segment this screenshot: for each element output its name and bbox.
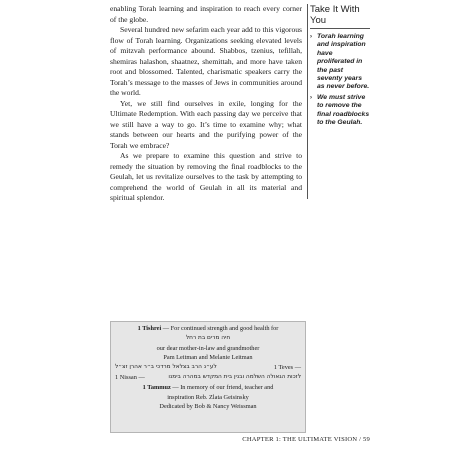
paragraph-1: enabling Torah learning and inspiration to reach every corner of the globe. (110, 4, 302, 24)
dedication-line: inspiration Reb. Zlata Geisinsky (167, 393, 249, 401)
dedication-date: 1 Nissan — (115, 373, 145, 381)
sidebar-item-text: We must strive to remove the final roadblocks to the Geulah. (317, 93, 370, 127)
dedication-row (115, 363, 301, 373)
dedication-box (110, 321, 306, 433)
dedication-date: 1 Teves — (273, 364, 301, 372)
paragraph-4: As we prepare to examine this question and strive to remedy the situation by removing the final roadblocks to the Geulah, let us revitalize ourselves to the task by attempting to comprehend the world of Geulah in all its material and spiritual splendor. (110, 151, 302, 202)
dedication-line: Pam Leitman and Melanie Leitman (163, 354, 253, 362)
sidebar-item-text: Torah learning and inspiration have proliferated in the past seventy years as never before. (317, 33, 370, 91)
sidebar-item (310, 94, 370, 128)
sidebar-item (310, 33, 370, 92)
dedication-line (115, 383, 301, 393)
dedication-date: 1 Tammuz (142, 383, 171, 391)
dedication-line: Dedicated by Bob & Nancy Weissman (159, 403, 257, 411)
dedication-hebrew-line: חיה מרים בת רחל (185, 334, 231, 341)
main-body-text (110, 4, 302, 204)
paragraph-3: Yet, we still find ourselves in exile, longing for the Ultimate Redemption. With each passing day we perceive that we still have a way to go. It’s time to examine why; what stands between our hearts and the purifying power of the Torah we embrace? (110, 98, 302, 150)
page-footer-running-head: CHAPTER 1: THE ULTIMATE VISION / 59 (242, 436, 370, 443)
bullet-icon: › (310, 94, 312, 101)
dedication-row (115, 373, 301, 383)
dedication-hebrew-text: לע״נ הרב בצלאל מרדכי ב״ר אהרן זצ״ל (115, 364, 217, 371)
dedication-text: — For continued strength and good health for (161, 325, 279, 332)
paragraph-2: Several hundred new sefarim each year add to this vigorous flow of Torah learning. Organizations seeking elevated levels of mitzvah performance abound. Shabbos, tzenius, tefillah, shemiras halashon, shaatnez, shemittah, and more have taken root and blossomed. Talented, charismatic speakers carry the Torah’s message to the masses of Jews in communities around the world. (110, 25, 302, 97)
bullet-icon: › (310, 34, 312, 40)
dedication-text: — In memory of our friend, teacher and (170, 383, 274, 391)
sidebar-title: Take It With You (310, 4, 370, 29)
dedication-hebrew-text: לזכות הגאולה השלמה ובנין בית המקדש במהרה בימנו (168, 373, 301, 380)
sidebar-divider (307, 4, 308, 199)
dedication-line: our dear mother-in-law and grandmother (156, 344, 260, 352)
dedication-line (115, 324, 301, 334)
dedication-date: 1 Tishrei (137, 325, 162, 332)
take-it-with-you-sidebar (310, 4, 370, 129)
